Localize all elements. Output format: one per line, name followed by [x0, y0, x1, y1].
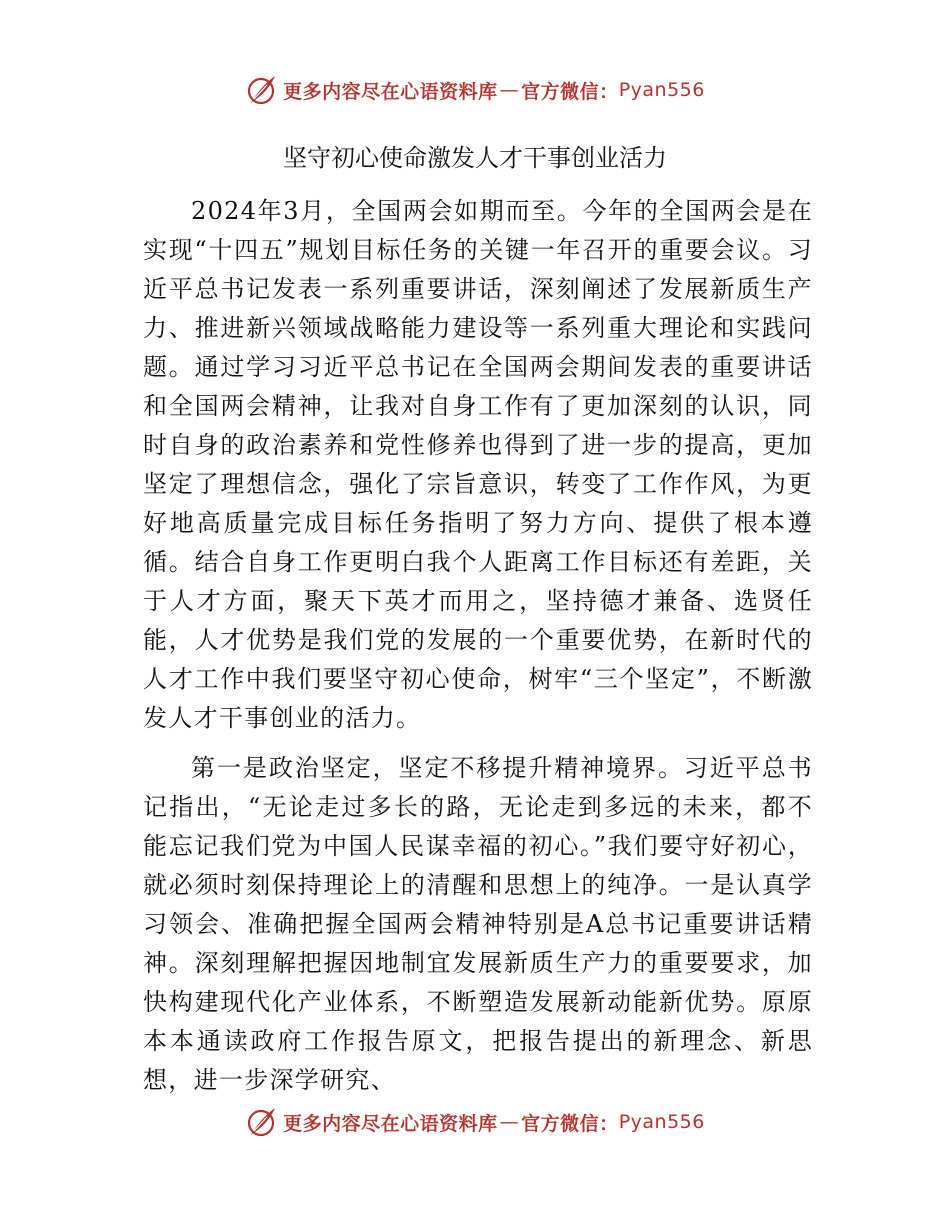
watermark-wechat-id: Pyan556 — [618, 1111, 705, 1133]
watermark-dash: — — [499, 79, 520, 101]
header-watermark — [0, 70, 950, 110]
watermark-wechat-label: 官方微信： — [521, 80, 619, 103]
body-paragraph-2: 第一是政治坚定，坚定不移提升精神境界。习近平总书记指出，“无论走过多长的路，无论走到多远的未来，都不能忘记我们党为中国人民谋幸福的初心。”我们要守好初心，就必须时刻保持理论上的清醒和思想上的纯净。一是认真学习领会、准确把握全国两会精神特别是A总书记重要讲话精神。深刻理解把握因地制宜发展新质生产力的重要要求，加快构建现代化产业体系，不断塑造发展新动能新优势。原原本本通读政府工作报告原文，把报告提出的新理念、新思想，进一步深学研究、 — [143, 754, 813, 1094]
watermark-library-text: 更多内容尽在心语资料库 — [283, 80, 498, 103]
quill-logo-icon — [245, 1105, 279, 1139]
document-title: 坚守初心使命激发人才干事创业活力 — [283, 144, 667, 172]
body-paragraph-1: 2024年3月，全国两会如期而至。今年的全国两会是在实现“十四五”规划目标任务的关键一年召开的重要会议。习近平总书记发表一系列重要讲话，深刻阐述了发展新质生产力、推进新兴领域战略能力建设等一系列重大理论和实践问题。通过学习习近平总书记在全国两会期间发表的重要讲话和全国两会精神，让我对自身工作有了更加深刻的认识，同时自身的政治素养和党性修养也得到了进一步的提高，更加坚定了理想信念，强化了宗旨意识，转变了工作作风，为更好地高质量完成目标任务指明了努力方向、提供了根本遵循。结合自身工作更明白我个人距离工作目标还有差距，关于人才方面，聚天下英才而用之，坚持德才兼备、选贤任能，人才优势是我们党的发展的一个重要优势，在新时代的人才工作中我们要坚守初心使命，树牢“三个坚定”，不断激发人才干事创业的活力。 — [143, 197, 813, 732]
watermark-wechat-label: 官方微信： — [521, 1112, 619, 1135]
watermark-library-text: 更多内容尽在心语资料库 — [283, 1112, 498, 1135]
watermark-dash: — — [499, 1111, 520, 1133]
watermark-wechat-id: Pyan556 — [618, 79, 705, 101]
footer-watermark — [0, 1102, 950, 1142]
quill-logo-icon — [245, 73, 279, 107]
